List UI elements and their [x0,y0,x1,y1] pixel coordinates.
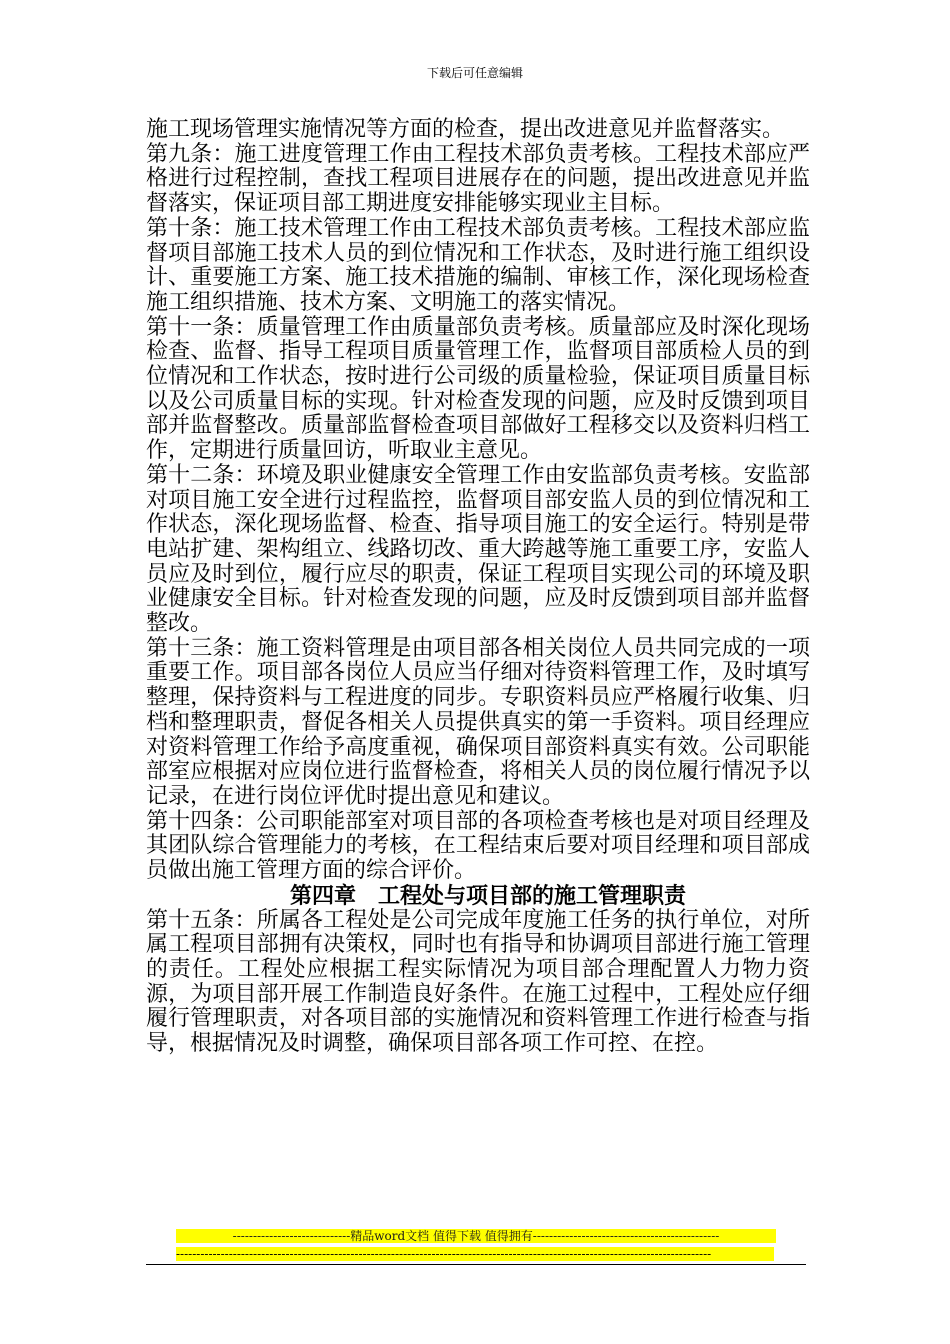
article-11: 第十一条：质量管理工作由质量部负责考核。质量部应及时深化现场检查、监督、指导工程项目质量管理工作，监督项目部质检人员的到位情况和工作状态，按时进行公司级的质量检验，保证项目质量目标以及公司质量目标的实现。针对检查发现的问题，应及时反馈到项目部并监督整改。质量部监督检查项目部做好工程移交以及资料归档工作，定期进行质量回访，听取业主意见。 [146,314,810,464]
footer-banner: -----------------------------精品word文档 值得下载 值得拥有---------------------------------------------- [176,1229,776,1243]
article-12: 第十二条：环境及职业健康安全管理工作由安监部负责考核。安监部对项目施工安全进行过程监控，监督项目部安监人员的到位情况和工作状态，深化现场监督、检查、指导项目施工的安全运行。特别是带电站扩建、架构组立、线路切改、重大跨越等施工重要工序，安监人员应及时到位，履行应尽的职责，保证工程项目实现公司的环境及职业健康安全目标。针对检查发现的问题，应及时反馈到项目部并监督整改。 [146,462,810,637]
article-14: 第十四条：公司职能部室对项目部的各项检查考核也是对项目经理及其团队综合管理能力的考核，在工程结束后要对项目经理和项目部成员做出施工管理方面的综合评价。 [146,808,810,884]
paragraph-continuation: 施工现场管理实施情况等方面的检查，提出改进意见并监督落实。 [146,117,785,142]
article-10: 第十条：施工技术管理工作由工程技术部负责考核。工程技术部应监督项目部施工技术人员的到位情况和工作状态，及时进行施工组织设计、重要施工方案、施工技术措施的编制、审核工作，深化现场检查施工组织措施、技术方案、文明施工的落实情况。 [146,215,810,315]
chapter-heading: 第四章 工程处与项目部的施工管理职责 [289,882,686,909]
page-header-note: 下载后可任意编辑 [426,66,523,80]
footer-divider [146,1264,806,1265]
document-body [146,118,810,1057]
article-9: 第九条：施工进度管理工作由工程技术部负责考核。工程技术部应严格进行过程控制，查找工程项目进展存在的问题，提出改进意见并监督落实，保证项目部工期进度安排能够实现业主目标。 [146,141,810,217]
footer-dash-line: ------------------------------------------------------------------------------------------------------------------------------------ [176,1247,774,1261]
article-15: 第十五条：所属各工程处是公司完成年度施工任务的执行单位，对所属工程项目部拥有决策权，同时也有指导和协调项目部进行施工管理的责任。工程处应根据工程实际情况为项目部合理配置人力物力资源，为项目部开展工作制造良好条件。在施工过程中，工程处应仔细履行管理职责，对各项目部的实施情况和资料管理工作进行检查与指导，根据情况及时调整，确保项目部各项工作可控、在控。 [146,907,810,1057]
article-13: 第十三条：施工资料管理是由项目部各相关岗位人员共同完成的一项重要工作。项目部各岗位人员应当仔细对待资料管理工作，及时填写整理，保持资料与工程进度的同步。专职资料员应严格履行收集、归档和整理职责，督促各相关人员提供真实的第一手资料。项目经理应对资料管理工作给予高度重视，确保项目部资料真实有效。公司职能部室应根据对应岗位进行监督检查，将相关人员的岗位履行情况予以记录，在进行岗位评优时提出意见和建议。 [146,635,810,809]
